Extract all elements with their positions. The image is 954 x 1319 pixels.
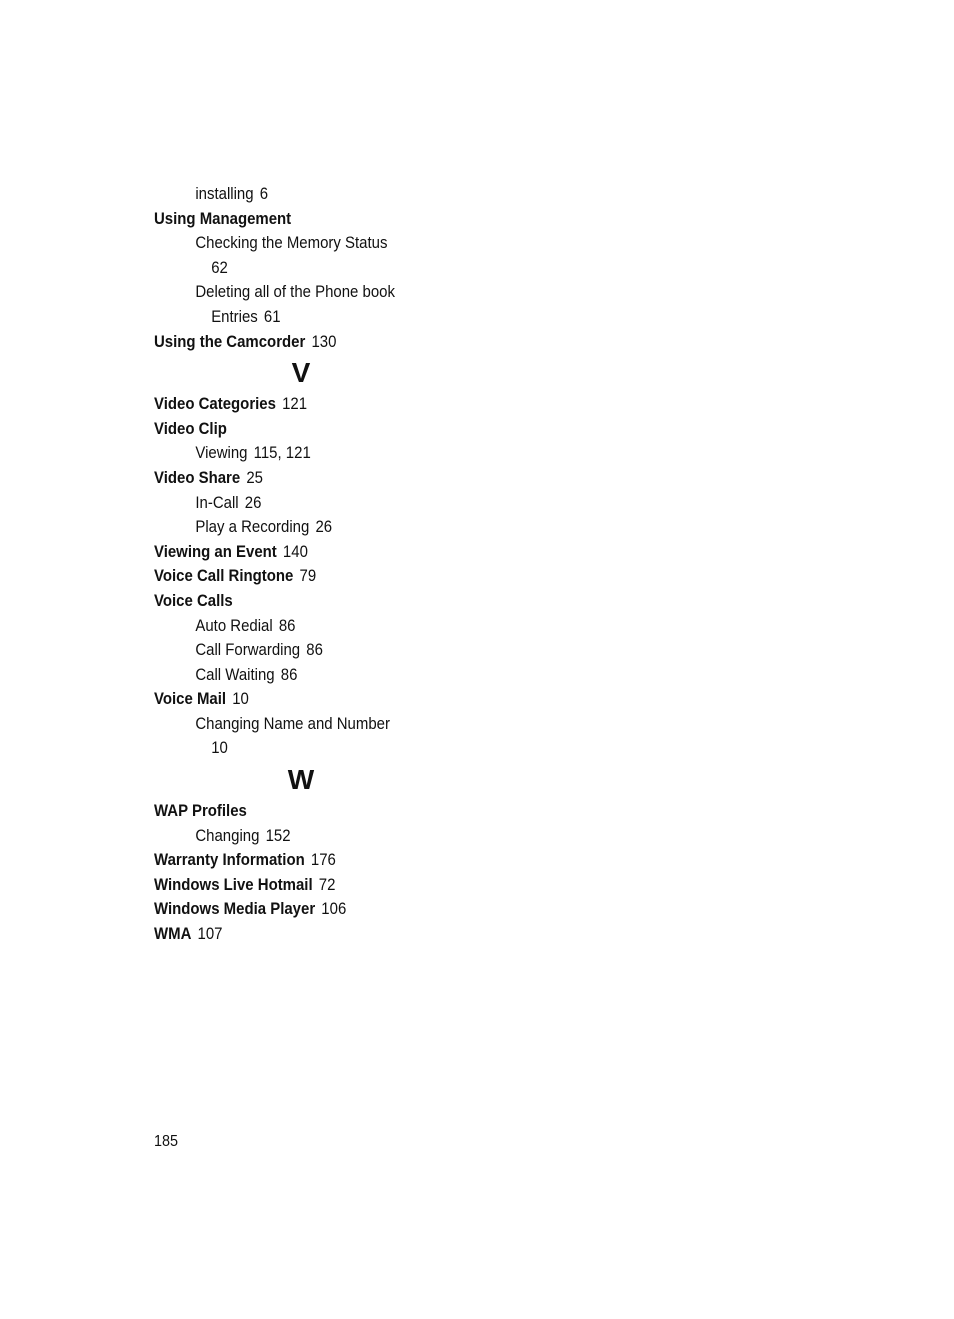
entry-term: Video Clip (154, 418, 227, 438)
index-subentry (154, 280, 418, 305)
index-subentry (154, 614, 418, 639)
entry-term: Windows Media Player (154, 899, 316, 919)
index-entry (154, 897, 418, 922)
entry-pages: 140 (282, 541, 308, 561)
index-subentry (154, 663, 418, 688)
entry-term: Using the Camcorder (154, 331, 306, 351)
entry-term: Warranty Information (154, 850, 305, 870)
entry-pages: 86 (280, 664, 298, 684)
entry-term: Viewing an Event (154, 541, 277, 561)
entry-pages: 62 (211, 257, 228, 277)
index-subentry (154, 182, 418, 207)
entry-pages: 26 (315, 517, 333, 537)
entry-pages: 10 (232, 689, 249, 709)
entry-pages: 121 (282, 394, 308, 414)
entry-term: Call Waiting (195, 664, 275, 684)
index-entry (154, 207, 418, 232)
index-entry (154, 873, 418, 898)
entry-pages: 10 (211, 738, 228, 758)
entry-pages: 86 (306, 640, 323, 660)
entry-term: Play a Recording (195, 517, 310, 537)
index-entry (154, 848, 418, 873)
entry-term: Call Forwarding (195, 640, 301, 660)
entry-pages: 26 (244, 492, 262, 512)
index-entry (154, 564, 418, 589)
entry-term: Voice Mail (154, 689, 227, 709)
entry-term: Deleting all of the Phone book (195, 282, 395, 302)
index-entry (154, 922, 418, 947)
entry-term: Changing Name and Number (195, 713, 390, 733)
entry-pages: 130 (311, 331, 337, 351)
index-entry (154, 466, 418, 491)
index-continuation (154, 305, 418, 330)
index-column (154, 182, 454, 947)
page-number: 185 (154, 1133, 179, 1150)
entry-pages: 106 (321, 899, 347, 919)
entry-term: Voice Call Ringtone (154, 566, 294, 586)
entry-pages: 61 (263, 306, 281, 326)
entry-pages: 86 (278, 615, 296, 635)
index-subentry (154, 231, 418, 256)
entry-term: Changing (195, 825, 260, 845)
entry-term: Using Management (154, 208, 292, 228)
index-entry (154, 589, 418, 614)
entry-term: Video Categories (154, 394, 276, 414)
entry-term: WAP Profiles (154, 801, 247, 821)
index-subentry (154, 491, 418, 516)
entry-term: Checking the Memory Status (195, 233, 388, 253)
entry-pages: 79 (299, 566, 317, 586)
entry-term: Voice Calls (154, 590, 233, 610)
index-subentry (154, 441, 418, 466)
entry-term: In-Call (195, 492, 239, 512)
section-letter: W (287, 764, 315, 796)
index-continuation (154, 256, 418, 281)
entry-pages: 107 (197, 924, 223, 944)
index-entry (154, 540, 418, 565)
index-entry (154, 392, 418, 417)
entry-pages: 6 (259, 184, 269, 203)
entry-pages: 72 (318, 874, 336, 894)
entry-pages: 176 (310, 850, 336, 870)
entry-term: installing (195, 184, 254, 203)
entry-pages: 25 (246, 467, 264, 487)
entry-pages: 152 (265, 825, 291, 845)
index-subentry (154, 515, 418, 540)
index-entry (154, 417, 418, 442)
index-entry (154, 330, 418, 355)
entry-term: Auto Redial (195, 615, 273, 635)
entry-pages: 115, 121 (253, 443, 311, 463)
entry-term: Windows Live Hotmail (154, 874, 313, 894)
index-continuation (154, 736, 418, 761)
index-subentry (154, 824, 418, 849)
index-entry (154, 799, 418, 824)
entry-term: WMA (154, 924, 192, 944)
index-subentry (154, 712, 418, 737)
section-letter: V (291, 357, 311, 389)
entry-term: Entries (211, 306, 258, 326)
entry-term: Video Share (154, 467, 241, 487)
entry-term: Viewing (195, 443, 248, 463)
index-subentry (154, 638, 418, 663)
index-entry (154, 687, 418, 712)
